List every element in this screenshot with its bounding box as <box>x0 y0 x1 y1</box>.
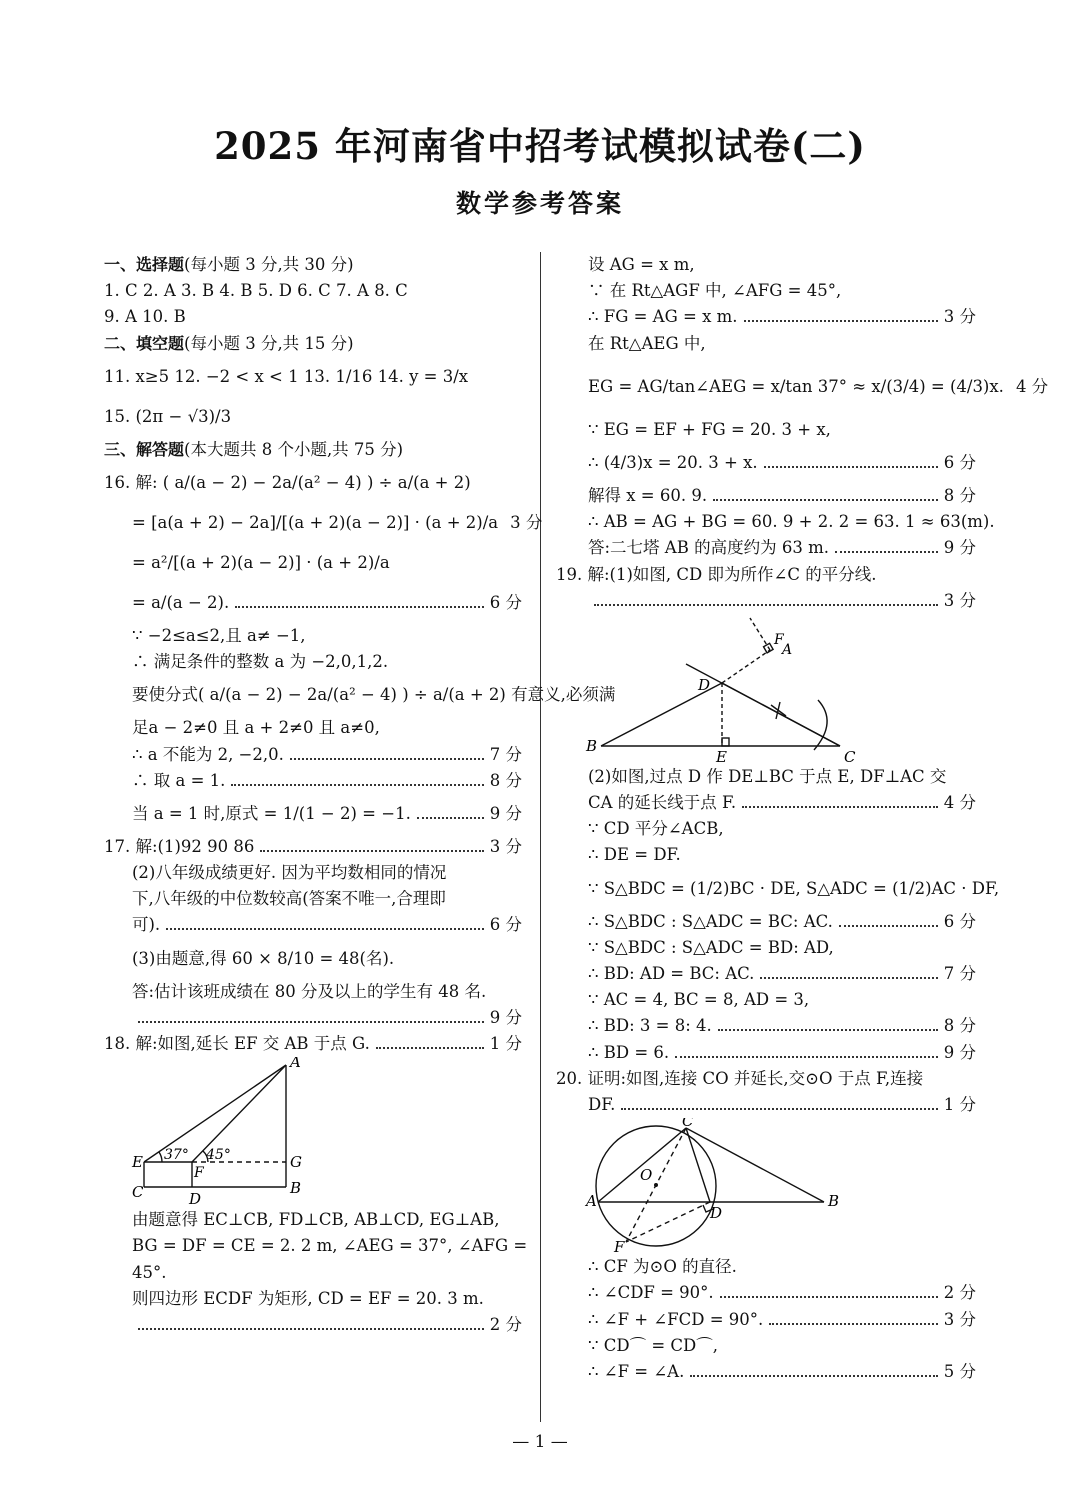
right-column <box>556 252 1049 1385</box>
label-a: A <box>782 641 793 658</box>
q18-line: 设 AG = x m, <box>588 255 695 274</box>
q19-line: ∴ DE = DF. <box>588 845 681 865</box>
q20-figure <box>556 1118 976 1254</box>
q17-line: 可). 6 分 <box>132 915 522 935</box>
center-o <box>654 1183 658 1187</box>
label-c: C <box>844 747 856 764</box>
label-g: G <box>290 1153 302 1172</box>
q17-line: (2)八年级成绩更好. 因为平均数相同的情况 <box>132 863 447 883</box>
page-title: 2025 年河南省中招考试模拟试卷(二) <box>214 124 866 168</box>
section-2-heading: 二、填空题(每小题 3 分,共 15 分) <box>104 333 354 353</box>
q19-line: ∴ BD = 6. 9 分 <box>588 1042 976 1062</box>
q20-line: ∴ ∠CDF = 90°. 2 分 <box>588 1283 976 1303</box>
q17-line: 9 分 <box>104 1005 522 1031</box>
q18-line: 则四边形 ECDF 为矩形, CD = EF = 20. 3 m. <box>132 1288 484 1308</box>
q19-line: (2)如图,过点 D 作 DE⊥BC 于点 E, DF⊥AC 交 <box>588 766 947 786</box>
angle-arc-e <box>159 1152 162 1162</box>
q18-line: ∴ AB = AG + BG = 60. 9 + 2. 2 = 63. 1 ≈ 63(m). <box>588 512 995 532</box>
q18-line: ∴ (4/3)x = 20. 3 + x. 6 分 <box>588 452 976 472</box>
q18-line: 18. 解:如图,延长 EF 交 AB 于点 G. 1 分 <box>104 1034 522 1053</box>
q16-line: 16. 解: ( a/(a − 2) − 2a/(a² − 4) ) ÷ a/(a + 2) <box>104 472 471 492</box>
q17-line: 17. 解:(1)92 90 86 3 分 <box>104 836 522 856</box>
label-a: A <box>290 1057 301 1072</box>
label-e: E <box>716 747 727 764</box>
answer-line: 1. C 2. A 3. B 4. B 5. D 6. C 7. A 8. C <box>104 281 408 301</box>
q18-line: 45°. <box>132 1262 167 1282</box>
q20-line: ∴ ∠F = ∠A. 5 分 <box>588 1361 976 1381</box>
q19-figure <box>556 614 976 764</box>
q18-line: 由题意得 EC⊥CB, FD⊥CB, AB⊥CD, EG⊥AB, <box>132 1210 500 1230</box>
q16-line: ∴ a 不能为 2, −2,0. 7 分 <box>132 744 522 764</box>
label-b: B <box>290 1179 302 1198</box>
label-d: D <box>710 1204 723 1223</box>
segment-cd <box>722 683 840 746</box>
q20-line: ∴ CF 为⊙O 的直径. <box>588 1257 737 1277</box>
q18-line: BG = DF = CE = 2. 2 m, ∠AEG = 37°, ∠AFG = <box>132 1236 528 1256</box>
answer-line: 11. x≥5 12. −2 < x < 1 13. 1/16 14. y = 3/x <box>104 366 469 386</box>
label-d: D <box>189 1190 202 1208</box>
page-subtitle: 数学参考答案 <box>455 189 624 218</box>
q16-line: 足a − 2≠0 且 a + 2≠0 且 a≠0, <box>132 718 380 738</box>
q17-line: (3)由题意,得 60 × 8/10 = 48(名). <box>132 948 395 968</box>
q18-line: ∵ EG = EF + FG = 20. 3 + x, <box>588 419 831 439</box>
q16-line: ∴ 取 a = 1. 8 分 <box>132 770 522 790</box>
q18-line: ∴ FG = AG = x m. 3 分 <box>588 307 976 327</box>
angle-37: 37° <box>164 1147 189 1164</box>
q18-figure <box>104 1057 522 1207</box>
q16-line: 当 a = 1 时,原式 = 1/(1 − 2) = −1. 9 分 <box>132 803 522 823</box>
q18-line: EG = AG/tan∠AEG = x/tan 37° ≈ x/(3/4) = (4/3)x. 4 分 <box>588 376 1049 396</box>
segment-df <box>722 650 770 683</box>
q17-line: 答:估计该班成绩在 80 分及以上的学生有 48 名. <box>132 981 487 1001</box>
left-column <box>104 252 616 1338</box>
q19-line: ∵ S△BDC : S△ADC = BD: AD, <box>588 937 834 957</box>
label-c: C <box>132 1183 144 1202</box>
label-b: B <box>828 1192 840 1211</box>
q19-line: ∴ BD: AD = BC: AC. 7 分 <box>588 964 976 983</box>
label-f: F <box>194 1165 204 1182</box>
q17-line: 下,八年级的中位数较高(答案不唯一,合理即 <box>132 889 446 909</box>
column-divider <box>540 252 541 1422</box>
right-angle-e <box>722 738 729 746</box>
segment-ca <box>598 1128 686 1202</box>
q18-diagram <box>104 1057 522 1207</box>
q16-line: ∵ −2≤a≤2,且 a≠ −1, <box>132 625 306 645</box>
q20-line: 20. 证明:如图,连接 CO 并延长,交⊙O 于点 F,连接 <box>556 1068 924 1088</box>
q19-diagram <box>556 614 976 764</box>
q16-line: 要使分式( a/(a − 2) − 2a/(a² − 4) ) ÷ a/(a + 2) 有意义,必须满 <box>132 685 616 705</box>
label-c: C <box>682 1118 694 1131</box>
q16-line: = a²/[(a + 2)(a − 2)] · (a + 2)/a <box>132 552 390 572</box>
q20-line: ∴ ∠F + ∠FCD = 90°. 3 分 <box>588 1309 976 1329</box>
q19-line: ∴ S△BDC : S△ADC = BC: AC. 6 分 <box>588 911 976 931</box>
q19-line: ∴ BD: 3 = 8: 4. 8 分 <box>588 1016 976 1036</box>
q19-line: 19. 解:(1)如图, CD 即为所作∠C 的平分线. <box>556 564 877 584</box>
q18-line: 解得 x = 60. 9. 8 分 <box>588 485 976 505</box>
q20-line: ∵ CD⌒ = CD⌒, <box>588 1335 719 1355</box>
q19-line: ∵ AC = 4, BC = 8, AD = 3, <box>588 990 810 1010</box>
q19-line: ∵ CD 平分∠ACB, <box>588 819 724 839</box>
angle-45: 45° <box>206 1147 231 1164</box>
q19-line: CA 的延长线于点 F. 4 分 <box>588 793 976 813</box>
arc-mark <box>814 700 827 750</box>
segment-df <box>626 1202 710 1242</box>
q19-line: 3 分 <box>556 588 976 614</box>
label-b: B <box>586 736 598 755</box>
q20-diagram <box>556 1118 976 1254</box>
section-1-heading: 一、选择题(每小题 3 分,共 30 分) <box>104 255 354 274</box>
label-e: E <box>132 1153 143 1172</box>
q19-line: ∵ S△BDC = (1/2)BC · DE, S△ADC = (1/2)AC · DF, <box>588 878 1000 898</box>
label-f: F <box>614 1238 625 1255</box>
q20-line: DF. 1 分 <box>588 1094 976 1114</box>
section-3-heading: 三、解答题(本大题共 8 个小题,共 75 分) <box>104 439 404 459</box>
q18-line: ∵ 在 Rt△AGF 中, ∠AFG = 45°, <box>588 281 842 301</box>
page-number: — 1 — <box>512 1432 568 1452</box>
q18-line: 答:二七塔 AB 的高度约为 63 m. 9 分 <box>588 538 976 558</box>
q16-line: = a/(a − 2). 6 分 <box>132 592 522 612</box>
q16-line: = [a(a + 2) − 2a]/[(a + 2)(a − 2)] · (a + 2)/a 3 分 <box>132 512 543 532</box>
answer-line: 15. (2π − √3)/3 <box>104 406 232 426</box>
answer-line: 9. A 10. B <box>104 307 186 327</box>
label-f: F <box>774 631 784 648</box>
q16-line: ∴ 满足条件的整数 a 为 −2,0,1,2. <box>132 652 389 672</box>
q18-line: 2 分 <box>104 1312 522 1338</box>
q18-line: 在 Rt△AEG 中, <box>588 333 706 353</box>
label-d: D <box>698 675 711 694</box>
label-a: A <box>586 1192 597 1211</box>
label-o: O <box>640 1166 653 1185</box>
